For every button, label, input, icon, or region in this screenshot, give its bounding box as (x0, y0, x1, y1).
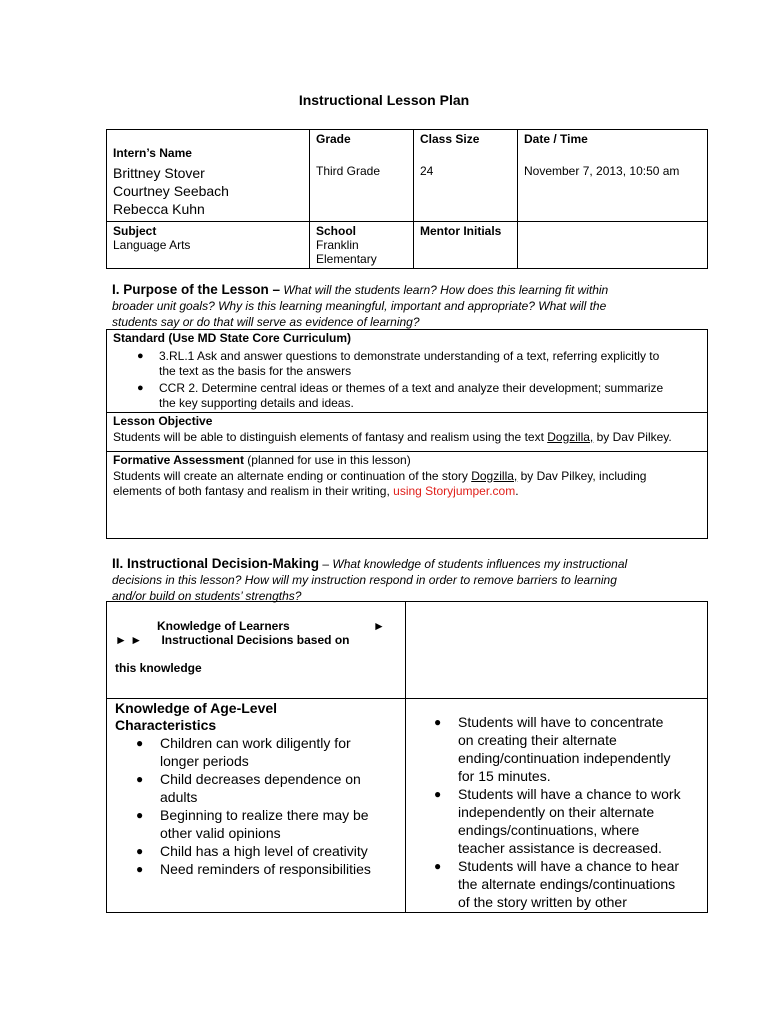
mentor-label: Mentor Initials (420, 224, 502, 238)
arrows-icon: ► ► (115, 633, 143, 647)
section2-title: II. Instructional Decision-Making (112, 556, 320, 571)
decisions-cell (406, 699, 708, 913)
intern-label: Intern’s Name (113, 146, 192, 160)
class-size-cell (414, 130, 518, 222)
school-label: School (316, 224, 357, 238)
decision-item: ● Students will have a chance to hear the alternate endings/continuations of the story written by other (458, 857, 699, 911)
intern-name: Brittney Stover (113, 165, 205, 181)
mentor-cell (414, 222, 518, 269)
this-knowledge-header: this knowledge (115, 661, 202, 675)
knowledge-header: Knowledge of Learners (157, 619, 290, 633)
section2-question: decisions in this lesson? How will my instruction respond in order to remove barriers to learning (112, 573, 617, 587)
subject-cell (107, 222, 310, 269)
standard-item: ● 3.RL.1 Ask and answer questions to demonstrate understanding of a text, referring explicitly to the text as the basis for the answers (159, 349, 701, 380)
standard-item: ● CCR 2. Determine central ideas or themes of a text and analyze their development; summarize the key supporting details and ideas. (159, 381, 701, 412)
purpose-box (106, 329, 708, 539)
section1-title: I. Purpose of the Lesson – (112, 282, 281, 297)
age-level-title: Knowledge of Age-Level Characteristics (115, 700, 278, 733)
date-cell (518, 130, 708, 222)
knowledge-header-cell (107, 602, 406, 699)
intern-name: Rebecca Kuhn (113, 201, 205, 217)
objective-text: Students will be able to distinguish elements of fantasy and realism using the text Dogzilla, by Dav Pilkey. (113, 429, 672, 444)
age-item: ● Need reminders of responsibilities (160, 860, 397, 878)
school-cell (310, 222, 414, 269)
intern-name: Courtney Seebach (113, 183, 229, 199)
date-label: Date / Time (524, 132, 588, 146)
arrow-right-icon: ► (373, 619, 385, 633)
section1-question: What will the students learn? How does this learning fit within (283, 283, 609, 297)
grade-cell (310, 130, 414, 222)
page-title: Instructional Lesson Plan (298, 92, 470, 108)
age-item: ● Children can work diligently for longer periods (160, 734, 397, 770)
age-item: ● Beginning to realize there may be other valid opinions (160, 806, 397, 842)
lesson-info-table (106, 129, 708, 269)
decisions-header: Instructional Decisions based on (161, 633, 350, 647)
subject-label: Subject (113, 224, 157, 238)
objective-label: Lesson Objective (113, 414, 213, 428)
school-value: Elementary (316, 252, 377, 266)
storyjumper-link: using Storyjumper.com (393, 484, 516, 498)
class-size-value: 24 (420, 164, 434, 178)
mentor-initials-value (518, 222, 708, 269)
section1-heading (112, 282, 712, 330)
decision-item: ● Students will have to concentrate on creating their alternate ending/continuation independently for 15 minutes. (458, 713, 699, 785)
age-level-cell (107, 699, 406, 913)
subject-value: Language Arts (113, 238, 191, 252)
decision-item: ● Students will have a chance to work independently on their alternate endings/continuations, where teacher assistance is decreased. (458, 785, 699, 857)
knowledge-table (106, 601, 708, 913)
standard-label: Standard (Use MD State Core Curriculum) (113, 331, 352, 345)
assessment-text: Students will create an alternate ending or continuation of the story Dogzilla, by Dav Pilkey, including elements of both fantasy and realism in their writing, using Storyjumper.com. (113, 468, 647, 498)
section1-question: broader unit goals? Why is this learning meaningful, important and appropriate? What will the (112, 299, 607, 313)
assessment-section: Formative Assessment (planned for use in this lesson) Students will create an alternate ending or continuation of the story Dogzilla, by Dav Pilkey, including elements of both fantasy and realism in their writing, using Storyjumper.com. (113, 453, 647, 498)
assessment-label: Formative Assessment (113, 453, 244, 467)
grade-value: Third Grade (316, 164, 381, 178)
class-size-label: Class Size (420, 132, 480, 146)
school-value: Franklin (316, 238, 359, 252)
section2-question: What knowledge of students influences my instructional (332, 557, 628, 571)
section2-heading: II. Instructional Decision-Making – What knowledge of students influences my instructional decisions in this lesson? How will my instruction respond in order to remove barriers to learning and/or build on students’ strengths? (112, 556, 628, 603)
age-item: ● Child has a high level of creativity (160, 842, 397, 860)
grade-label: Grade (316, 132, 351, 146)
section1-question: students say or do that will serve as evidence of learning? (112, 315, 420, 329)
intern-cell (107, 130, 310, 222)
age-item: ● Child decreases dependence on adults (160, 770, 397, 806)
header-right-cell (406, 602, 708, 699)
objective-section (107, 413, 707, 452)
standard-section (107, 330, 707, 413)
date-value: November 7, 2013, 10:50 am (524, 164, 680, 178)
section2-question: and/or build on students’ strengths? (112, 589, 302, 603)
